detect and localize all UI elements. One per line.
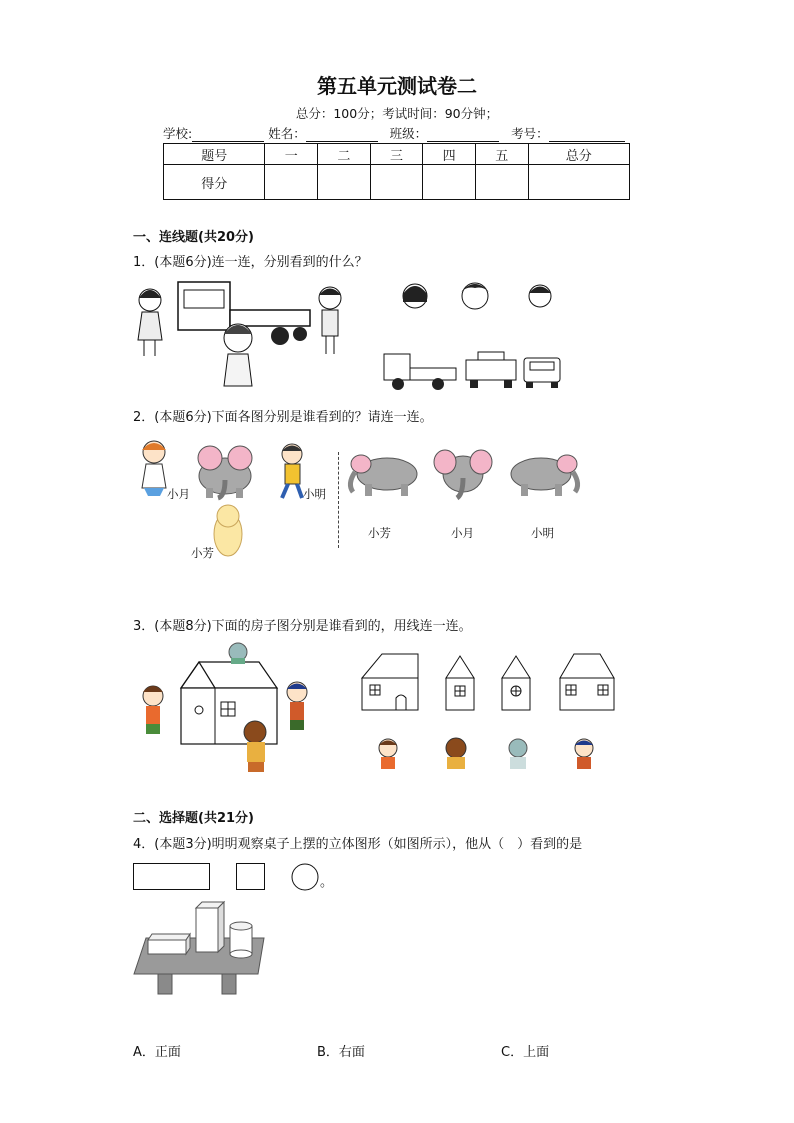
q4-table-illustration [134, 898, 269, 998]
option-b[interactable]: B．右面 [317, 1045, 365, 1060]
elephant-icon [198, 446, 252, 498]
kid-front-back-icon [244, 721, 266, 772]
class-field[interactable] [427, 128, 499, 142]
boy-xiaoming-icon [282, 444, 302, 498]
truck-back-icon [466, 352, 516, 388]
rectangle-shape-icon [134, 864, 210, 890]
girl-center-icon [224, 324, 252, 386]
option-a[interactable]: A．正面 [133, 1045, 181, 1060]
square-shape-icon [237, 864, 265, 890]
page-title: 第五单元测试卷二 [317, 74, 477, 98]
name-label-xiaoyue: 小月 [167, 487, 190, 501]
elephant-view-other-side-icon [511, 455, 578, 496]
elephant-view-side-icon [350, 455, 417, 496]
name-field[interactable] [306, 128, 378, 142]
info-line [163, 124, 625, 142]
question-1-text: 1．(本题6分)连一连，分别看到的什么？ [133, 255, 368, 270]
view-label-3: 小明 [531, 526, 554, 540]
q1-views-trucks [380, 348, 565, 392]
girl-xiaoyue-icon [142, 441, 166, 496]
score-header-cell: 总分 [528, 144, 629, 165]
girl-xiaofang-back-icon [214, 505, 242, 556]
score-cell[interactable] [370, 165, 423, 200]
elephant-view-front-icon [434, 450, 492, 498]
exam-meta: 总分：100分；考试时间：90分钟； [295, 106, 499, 121]
score-header-cell: 一 [265, 144, 318, 165]
q1-views-heads [395, 278, 565, 318]
q1-scene-illustration [130, 278, 320, 393]
section-1-heading: 一、连线题(共20分) [133, 230, 254, 245]
question-3-text: 3．(本题8分)下面的房子图分别是谁看到的，用线连一连。 [133, 619, 472, 634]
messy-hair-face-icon [461, 283, 489, 309]
truck-front-icon [524, 358, 560, 388]
question-2-text: 2．(本题6分)下面各图分别是谁看到的？请连一连。 [133, 410, 433, 425]
score-header-cell: 五 [475, 144, 528, 165]
score-header-cell: 四 [423, 144, 476, 165]
q3-house-scene [135, 640, 325, 780]
q2-scene-illustration [130, 436, 330, 561]
name-label: 姓名： [268, 126, 306, 141]
score-header-cell: 三 [370, 144, 423, 165]
kid-left-icon [143, 686, 163, 734]
name-label-xiaofang: 小芳 [191, 546, 214, 560]
q4-view-shapes [133, 862, 333, 892]
exam-no-field[interactable] [549, 128, 625, 142]
score-row-label: 得分 [164, 165, 265, 200]
cuboid-icon [148, 934, 190, 954]
boy-face-icon [529, 285, 551, 307]
class-label: 班级： [389, 126, 428, 141]
girl-icon [138, 289, 162, 356]
score-cell[interactable] [423, 165, 476, 200]
house-view-narrow-round-icon [502, 656, 530, 710]
house-view-wide-icon [560, 654, 614, 710]
girl-face-icon [403, 284, 427, 308]
kid-view-4-icon [575, 739, 593, 769]
question-4-text: 4．(本题3分)明明观察桌子上摆的立体图形（如图所示），他从（ ）看到的是 [133, 837, 583, 852]
name-label-xiaoming: 小明 [303, 487, 326, 501]
score-table-header-row [164, 144, 630, 165]
score-cell[interactable] [318, 165, 371, 200]
section-2-heading: 二、选择题(共21分) [133, 811, 254, 826]
q3-kids-row [372, 736, 612, 772]
exam-no-label: 考号： [511, 126, 549, 141]
score-table [163, 143, 630, 200]
school-label: 学校: [163, 126, 193, 141]
q3-house-views [360, 652, 620, 714]
score-table-row [164, 165, 630, 200]
kid-view-3-icon [509, 739, 527, 769]
cylinder-icon [230, 922, 252, 958]
truck-side-icon [384, 354, 456, 390]
score-cell[interactable] [528, 165, 629, 200]
school-field[interactable] [192, 128, 264, 142]
kid-top-icon [229, 643, 247, 664]
view-label-1: 小芳 [368, 526, 391, 540]
option-c[interactable]: C．上面 [501, 1045, 550, 1060]
house-view-long-icon [362, 654, 418, 710]
score-header-cell: 二 [318, 144, 371, 165]
boy-icon [319, 287, 341, 354]
circle-shape-icon [292, 864, 318, 890]
house-view-narrow-square-icon [446, 656, 474, 710]
tall-prism-icon [196, 902, 224, 952]
kid-view-1-icon [379, 739, 397, 769]
question-4-period: 。 [320, 875, 334, 890]
dashed-divider [338, 452, 339, 548]
kid-right-icon [287, 682, 307, 730]
score-cell[interactable] [475, 165, 528, 200]
view-label-2: 小月 [451, 526, 474, 540]
score-cell[interactable] [265, 165, 318, 200]
q2-elephant-views [345, 444, 585, 504]
kid-view-2-icon [446, 738, 466, 769]
score-header-cell: 题号 [164, 144, 265, 165]
